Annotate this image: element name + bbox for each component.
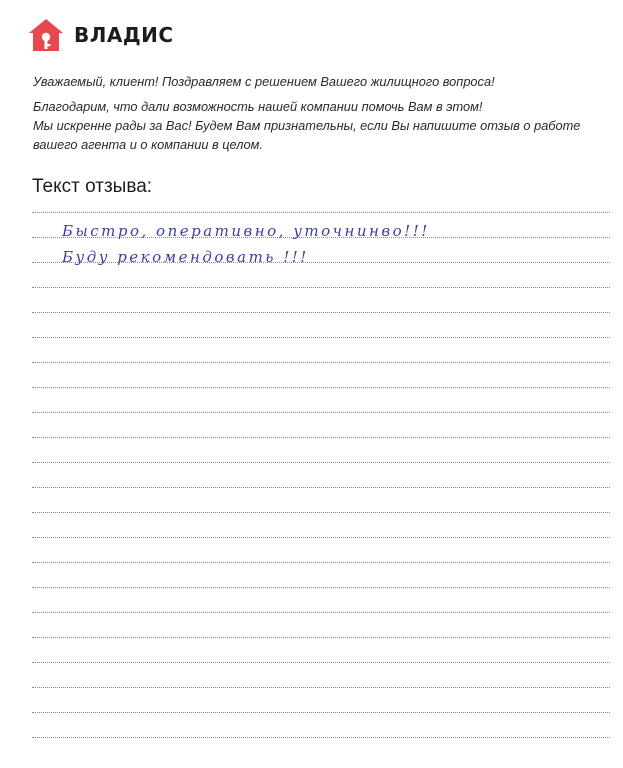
ruled-line xyxy=(32,362,610,363)
header xyxy=(28,18,174,52)
intro-line-3: вашего агента и о компании в целом. xyxy=(33,137,263,152)
ruled-line xyxy=(32,512,610,513)
review-title: Текст отзыва: xyxy=(32,176,153,197)
ruled-line xyxy=(32,637,610,638)
ruled-line xyxy=(32,662,610,663)
ruled-line xyxy=(32,687,610,688)
brand-name: ВЛАДИС xyxy=(74,23,174,47)
ruled-line xyxy=(32,487,610,488)
handwritten-line-1: Быстро, оперативно, уточнинво!!! xyxy=(62,222,430,240)
ruled-line xyxy=(32,737,610,738)
ruled-line xyxy=(32,562,610,563)
greeting-line: Уважаемый, клиент! Поздравляем с решением Вашего жилищного вопроса! xyxy=(33,74,495,89)
intro-line-1: Благодарим, что дали возможность нашей компании помочь Вам в этом! xyxy=(33,99,483,114)
house-key-logo-icon xyxy=(28,18,64,52)
ruled-line xyxy=(32,462,610,463)
ruled-line xyxy=(32,712,610,713)
ruled-line xyxy=(32,612,610,613)
ruled-line xyxy=(32,337,610,338)
intro-line-2: Мы искренне рады за Вас! Будем Вам признательны, если Вы напишите отзыв о работе xyxy=(33,118,581,133)
ruled-line xyxy=(32,412,610,413)
handwritten-line-2: Буду рекомендовать !!! xyxy=(62,248,309,266)
ruled-line xyxy=(32,387,610,388)
ruled-line xyxy=(32,437,610,438)
ruled-line xyxy=(32,287,610,288)
ruled-line xyxy=(32,212,610,213)
ruled-line xyxy=(32,587,610,588)
ruled-line xyxy=(32,312,610,313)
intro-text xyxy=(33,72,603,154)
ruled-line xyxy=(32,537,610,538)
